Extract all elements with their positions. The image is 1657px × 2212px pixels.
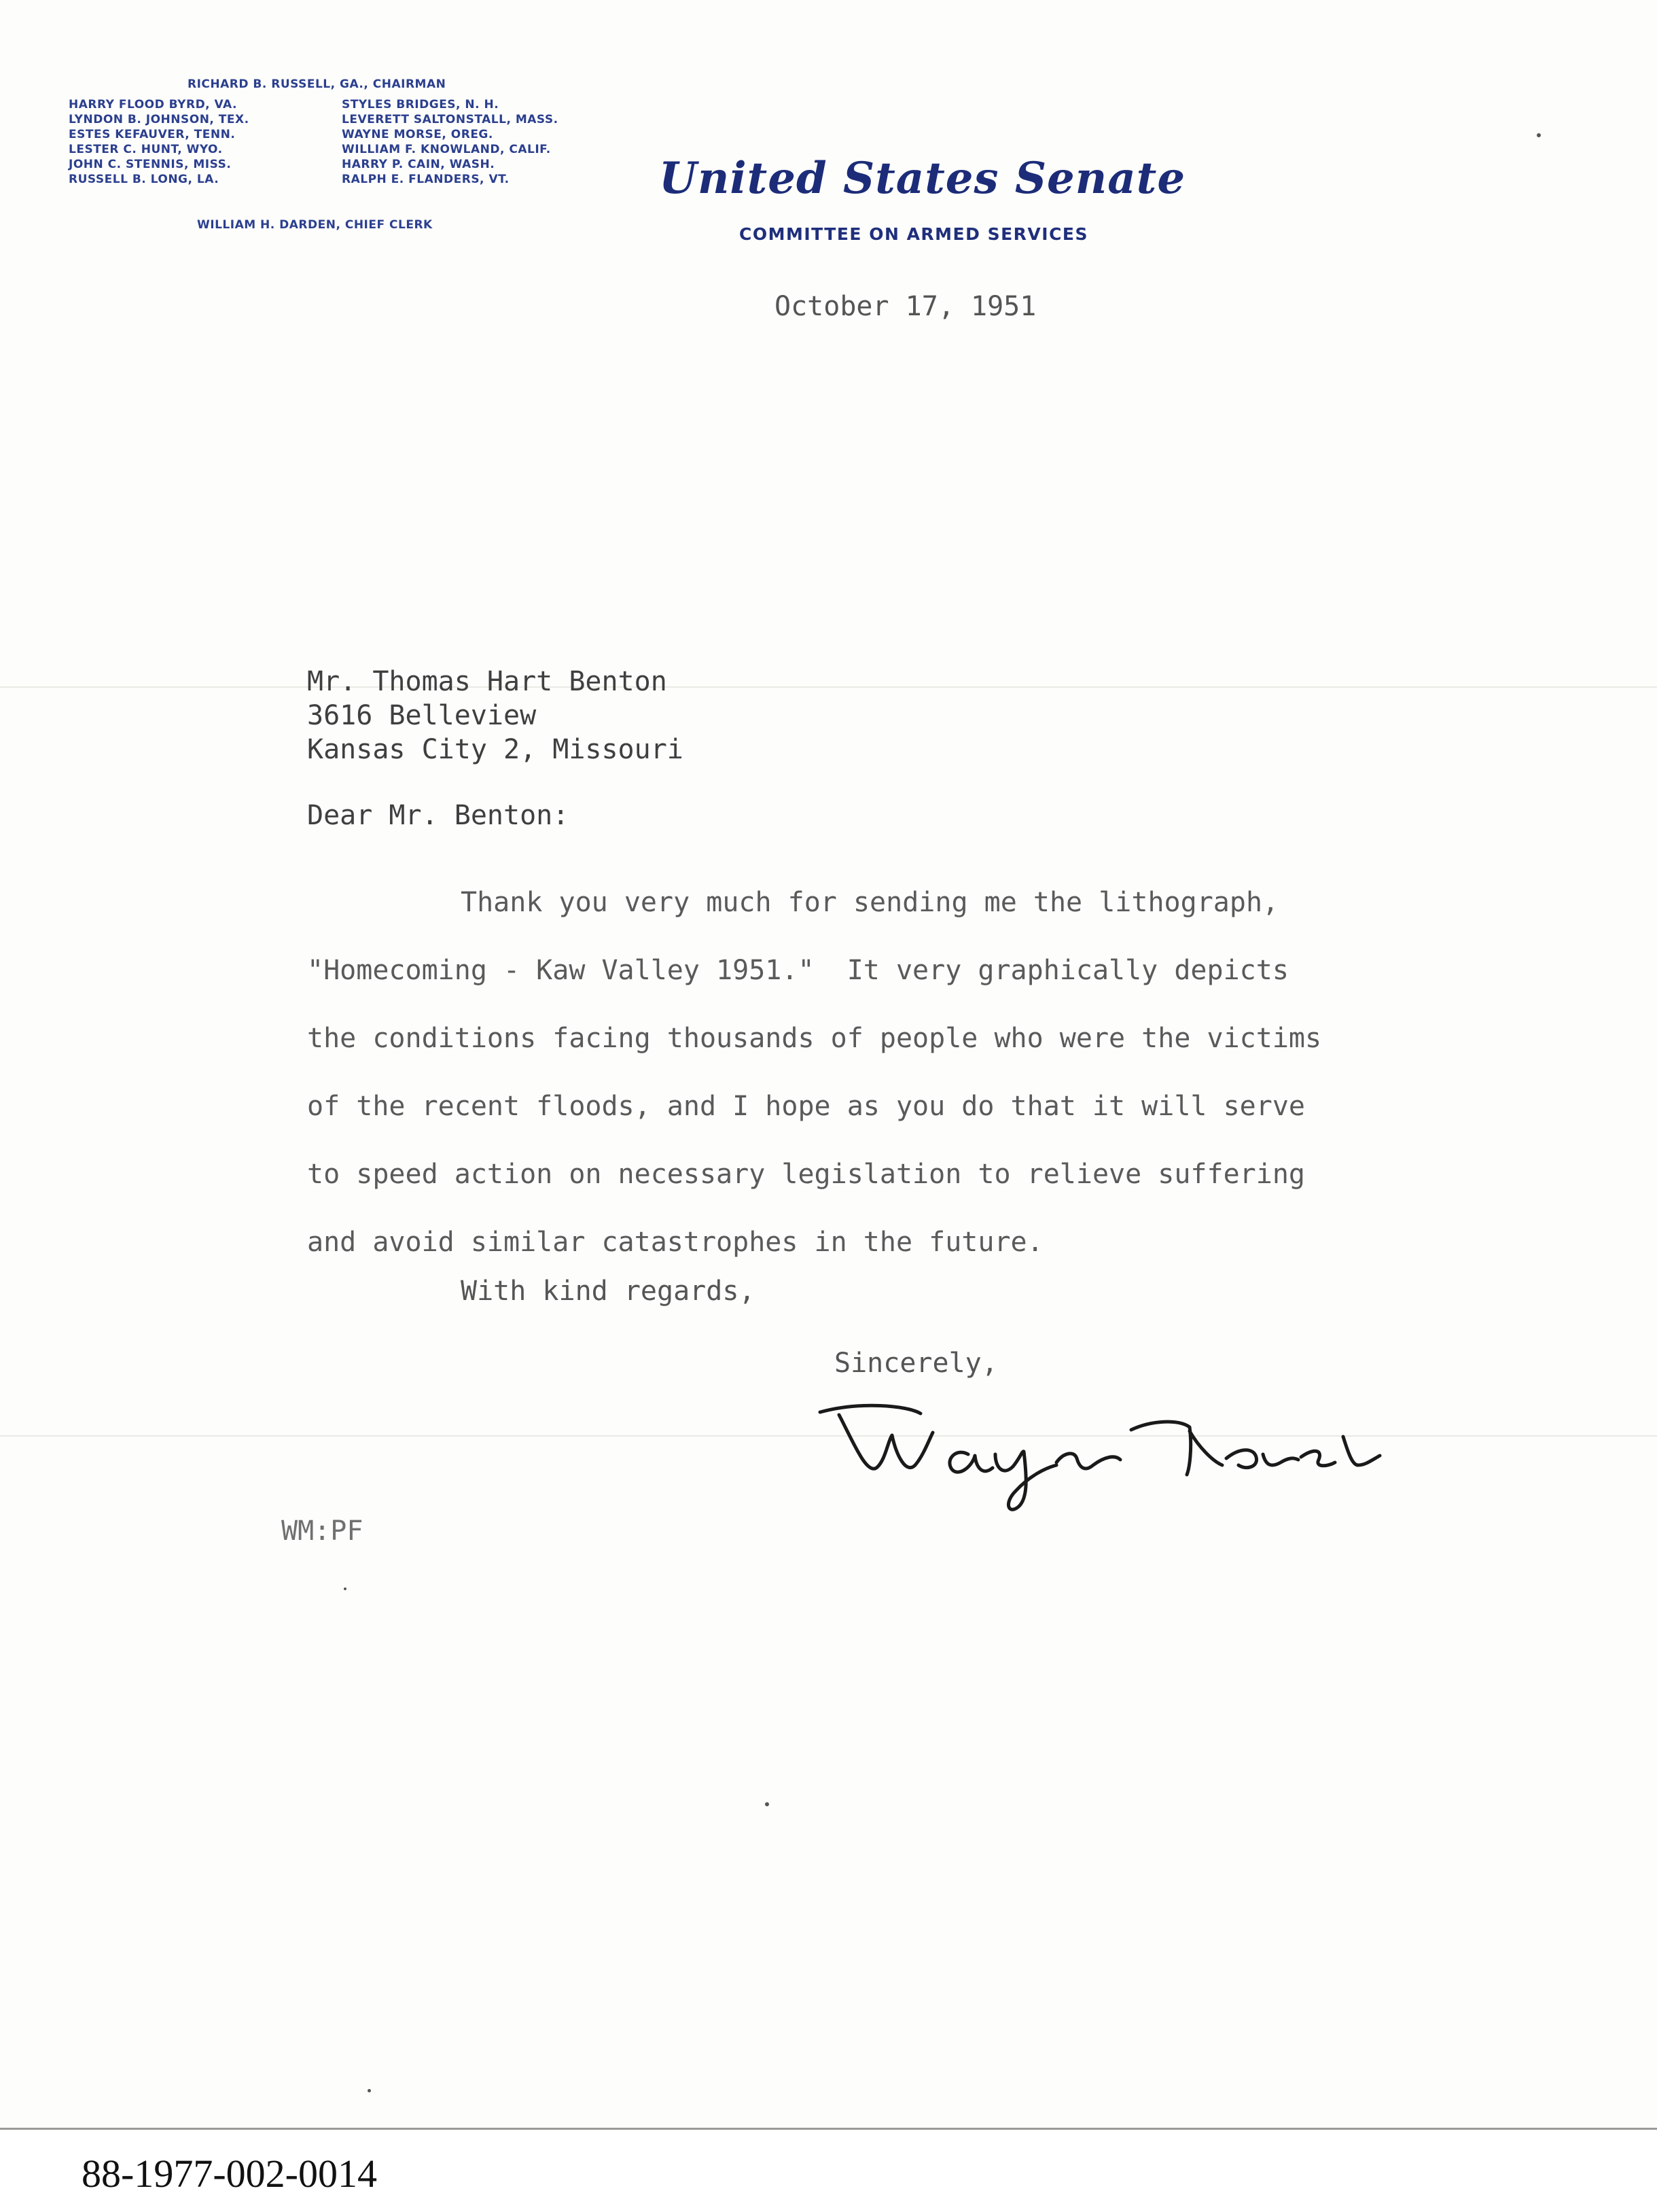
letter-body <box>307 868 1321 1276</box>
body-line: of the recent floods, and I hope as you do that it will serve <box>307 1091 1306 1122</box>
body-line: the conditions facing thousands of people who were the victims <box>307 1023 1322 1054</box>
salutation: Dear Mr. Benton: <box>307 800 569 831</box>
recipient-address <box>307 665 683 767</box>
paper-speck <box>368 2089 371 2092</box>
address-line: Kansas City 2, Missouri <box>307 734 683 765</box>
archive-reference-number: 88-1977-002-0014 <box>82 2152 377 2196</box>
signature <box>812 1400 1389 1515</box>
paper-edge <box>0 2128 1657 2130</box>
member-name: WAYNE MORSE, OREG. <box>342 128 493 141</box>
paper-speck <box>344 1587 346 1590</box>
body-line: and avoid similar catastrophes in the future. <box>307 1227 1044 1258</box>
paper-speck <box>1537 133 1541 137</box>
member-name: LYNDON B. JOHNSON, TEX. <box>69 113 249 126</box>
paper-speck <box>765 1802 769 1806</box>
member-name: RUSSELL B. LONG, LA. <box>69 173 219 186</box>
kind-regards: With kind regards, <box>461 1276 755 1307</box>
member-name: RALPH E. FLANDERS, VT. <box>342 173 510 186</box>
letterhead-subtitle: COMMITTEE ON ARMED SERVICES <box>739 224 1088 244</box>
member-name: STYLES BRIDGES, N. H. <box>342 98 499 111</box>
member-name: WILLIAM F. KNOWLAND, CALIF. <box>342 143 551 156</box>
paper-fold-line <box>0 686 1657 688</box>
member-name: HARRY FLOOD BYRD, VA. <box>69 98 237 111</box>
member-name: HARRY P. CAIN, WASH. <box>342 158 495 171</box>
body-line: to speed action on necessary legislation to relieve suffering <box>307 1159 1306 1190</box>
address-line: 3616 Belleview <box>307 700 537 731</box>
member-name: LESTER C. HUNT, WYO. <box>69 143 223 156</box>
member-name: LEVERETT SALTONSTALL, MASS. <box>342 113 558 126</box>
letterhead-members-right <box>342 97 558 187</box>
member-name: JOHN C. STENNIS, MISS. <box>69 158 232 171</box>
letter-date: October 17, 1951 <box>774 291 1037 322</box>
letterhead-members-left <box>69 97 249 187</box>
letterhead-title: United States Senate <box>659 153 1186 204</box>
member-name: ESTES KEFAUVER, TENN. <box>69 128 236 141</box>
body-line: "Homecoming - Kaw Valley 1951." It very graphically depicts <box>307 955 1289 986</box>
typist-initials: WM:PF <box>281 1515 363 1547</box>
letterhead-chief-clerk: WILLIAM H. DARDEN, CHIEF CLERK <box>197 218 433 232</box>
letterhead-chairman: RICHARD B. RUSSELL, GA., CHAIRMAN <box>188 77 446 91</box>
body-line: Thank you very much for sending me the lithograph, <box>461 887 1279 918</box>
closing: Sincerely, <box>834 1348 998 1379</box>
address-line: Mr. Thomas Hart Benton <box>307 666 667 697</box>
